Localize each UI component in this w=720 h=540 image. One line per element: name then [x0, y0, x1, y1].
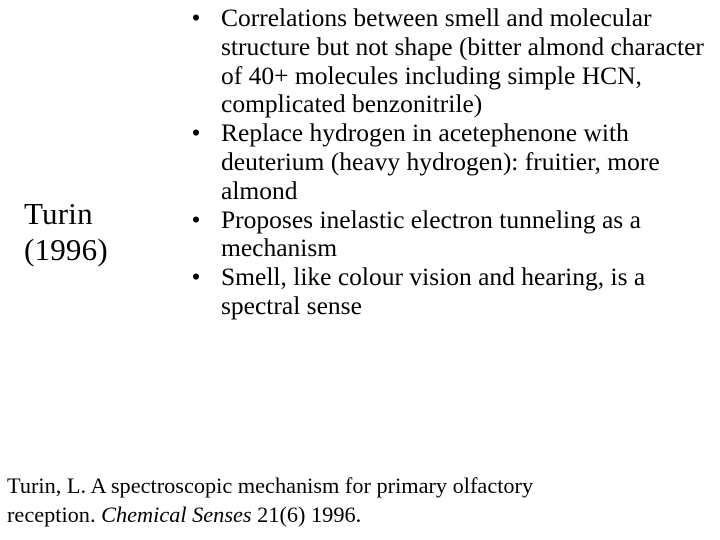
citation-line-1: Turin, L. A spectroscopic mechanism for primary olfactory — [7, 473, 534, 498]
bullet-text: Correlations between smell and molecular structure but not shape (bitter almond character of 40+ molecules including simple HCN, complicated benzonitrile) — [221, 3, 704, 119]
bullet-icon: • — [191, 204, 201, 234]
bullet-text: Proposes inelastic electron tunneling as a mechanism — [221, 204, 641, 263]
bullet-item — [186, 206, 706, 264]
citation-journal: Chemical Senses — [101, 501, 252, 527]
bullet-item — [186, 119, 706, 205]
citation-prefix: reception. — [7, 501, 102, 527]
bullet-icon: • — [191, 3, 201, 32]
bullet-list — [186, 4, 706, 321]
citation-suffix: 21(6) 1996. — [251, 501, 362, 527]
citation-line-2 — [7, 501, 712, 530]
bullet-item — [186, 263, 706, 321]
bullet-text: Smell, like colour vision and hearing, is a spectral sense — [221, 262, 646, 320]
title-year: (1996) — [24, 232, 108, 267]
title-name: Turin — [24, 196, 93, 231]
slide-title — [24, 196, 144, 268]
bullet-icon: • — [191, 262, 201, 292]
bullet-item — [186, 4, 706, 119]
citation — [7, 472, 712, 529]
bullet-icon: • — [191, 118, 201, 148]
bullet-text: Replace hydrogen in acetephenone with deuterium (heavy hydrogen): fruitier, more almond — [221, 118, 660, 205]
